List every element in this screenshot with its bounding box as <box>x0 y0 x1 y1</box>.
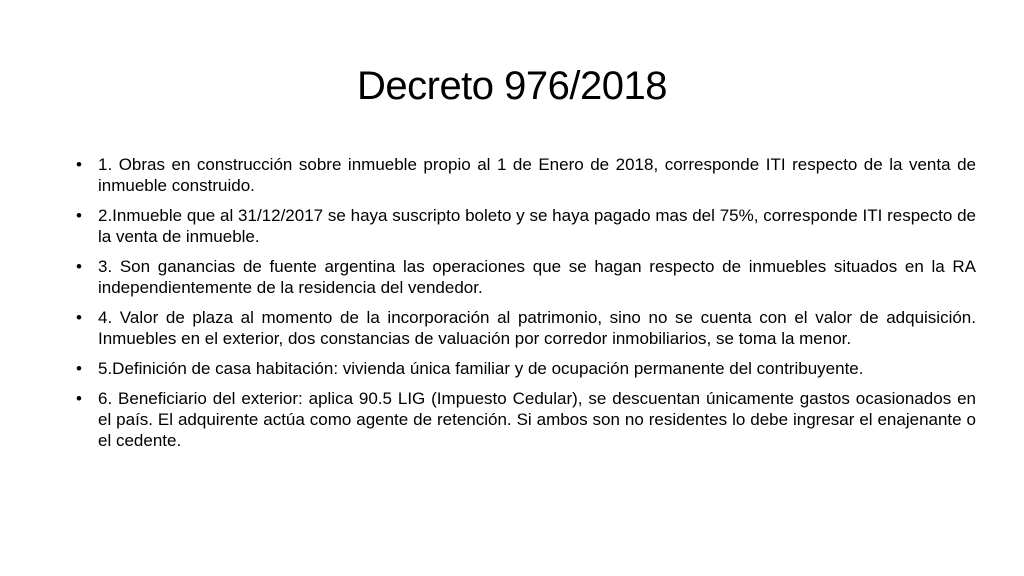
bullet-marker: • <box>76 308 82 327</box>
bullet-text: 4. Valor de plaza al momento de la incorporación al patrimonio, sino no se cuenta con el valor de adquisición. Inmuebles en el exterior, dos constancias de valuación por corredor inmobiliarios, se toma la menor. <box>98 308 976 348</box>
bullet-marker: • <box>76 257 82 276</box>
bullet-marker: • <box>76 206 82 225</box>
slide-title: Decreto 976/2018 <box>356 64 667 108</box>
bullet-marker: • <box>76 389 82 408</box>
bullet-text: 2.Inmueble que al 31/12/2017 se haya suscripto boleto y se haya pagado mas del 75%, corresponde ITI respecto de la venta de inmueble. <box>98 206 976 246</box>
bullet-item <box>76 307 976 349</box>
bullet-text: 3. Son ganancias de fuente argentina las operaciones que se hagan respecto de inmuebles situados en la RA independientemente de la residencia del vendedor. <box>98 257 976 297</box>
bullet-list <box>76 154 976 460</box>
bullet-item <box>76 154 976 196</box>
bullet-item <box>76 205 976 247</box>
bullet-text: 5.Definición de casa habitación: vivienda única familiar y de ocupación permanente del contribuyente. <box>98 359 864 378</box>
bullet-item <box>76 256 976 298</box>
bullet-marker: • <box>76 155 82 174</box>
bullet-text: 6. Beneficiario del exterior: aplica 90.5 LIG (Impuesto Cedular), se descuentan únicamente gastos ocasionados en el país. El adquirente actúa como agente de retención. Si ambos son no residentes lo debe ingresar el enajenante o el cedente. <box>98 389 976 450</box>
bullet-marker: • <box>76 359 82 378</box>
bullet-item <box>76 358 976 379</box>
bullet-item <box>76 388 976 451</box>
bullet-text: 1. Obras en construcción sobre inmueble propio al 1 de Enero de 2018, corresponde ITI respecto de la venta de inmueble construido. <box>98 155 976 195</box>
